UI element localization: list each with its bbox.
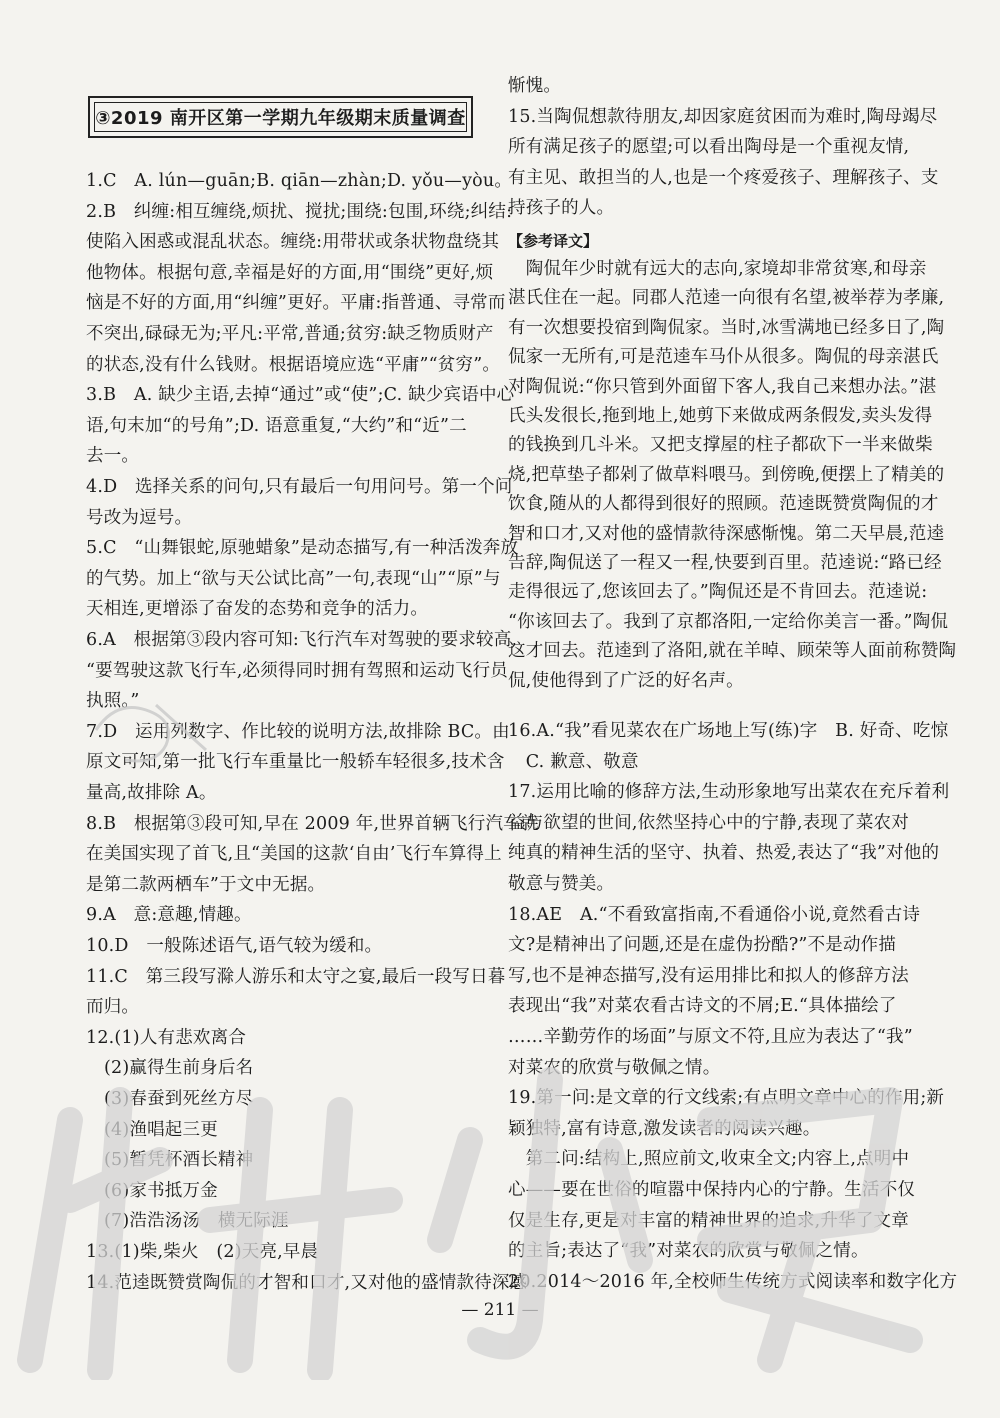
answer-line: 12.(1)人有悲欢离合: [86, 1027, 247, 1048]
answer-line: 是第二款两栖车”于文中无据。: [86, 874, 326, 895]
answer-line: C. 歉意、敬意: [508, 751, 639, 772]
answer-line: 原文可知,第一批飞行车重量比一般轿车轻很多,技术含: [86, 752, 505, 773]
answer-line: 10.D 一般陈述语气,语气较为缓和。: [86, 936, 383, 956]
translation-line: 智和口才,又对他的盛情款待深感惭愧。第二天早晨,范逵: [508, 523, 945, 544]
answer-line: 11.C 第三段写滁人游乐和太守之宴,最后一段写日暮: [86, 966, 506, 987]
translation-line: 对陶侃说:“你只管到外面留下客人,我自己来想办法。”湛: [508, 376, 937, 397]
answer-line: 执照。”: [86, 691, 140, 712]
translation-line: 侃,使他得到了广泛的好名声。: [508, 670, 744, 691]
answer-line: 不突出,碌碌无为;平凡:平常,普通;贫穷:缺乏物质财产: [86, 324, 494, 344]
answer-line: 19.第一问:是文章的行文线索;有点明文章中心的作用;新: [508, 1088, 945, 1109]
translation-line: 走得很远了,您该回去了。”陶侃还是不肯回去。范逵说:: [508, 582, 928, 603]
translation-line: “你该回去了。我到了京都洛阳,一定给你美言一番。”陶侃: [508, 611, 949, 632]
translation-line: 侃家一无所有,可是范逵车马仆从很多。陶侃的母亲湛氏: [508, 347, 939, 368]
answer-line: 1.C A. lún—guān;B. qiān—zhàn;D. yǒu—yòu。: [86, 171, 513, 191]
answer-line: (2)赢得生前身后名: [104, 1058, 254, 1079]
answer-line: 颖独特,富有诗意,激发读者的阅读兴趣。: [508, 1118, 821, 1139]
answer-line: 天相连,更增添了奋发的态势和竞争的活力。: [86, 599, 429, 620]
answer-line: 惭愧。: [508, 76, 562, 96]
answer-line: 第二问:结构上,照应前文,收束全文;内容上,点明中: [508, 1149, 910, 1170]
answer-line: 的气势。加上“欲与天公试比高”一句,表现“山”“原”与: [86, 568, 501, 589]
answer-line: 而归。: [86, 997, 140, 1018]
answer-line: 8.B 根据第③段可知,早在 2009 年,世界首辆飞行汽车就: [86, 813, 539, 834]
reference-translation-label: 【参考译文】: [508, 232, 599, 250]
answer-line: 7.D 运用列数字、作比较的说明方法,故排除 BC。由: [86, 721, 510, 742]
translation-line: 的钱换到几斗米。又把支撑屋的柱子都砍下一半来做柴: [508, 435, 933, 456]
translation-line: 告辞,陶侃送了一程又一程,快要到百里。范逵说:“路已经: [508, 553, 942, 573]
answer-line: (7)浩浩汤汤 横无际涯: [104, 1211, 289, 1232]
answer-line: 6.A 根据第③段内容可知:飞行汽车对驾驶的要求较高,: [86, 630, 518, 650]
answer-line: 14.范逵既赞赏陶侃的才智和口才,又对他的盛情款待深感: [86, 1272, 528, 1293]
answer-line: ……辛勤劳作的场面”与原文不符,且应为表达了“我”: [508, 1027, 913, 1047]
answer-line: 在美国实现了首飞,且“美国的这款‘自由’飞行车算得上: [86, 844, 502, 865]
answer-line: 15.当陶侃想款待朋友,却因家庭贫困而为难时,陶母竭尽: [508, 106, 938, 127]
answer-line: 去一。: [86, 446, 140, 467]
answer-line: 的状态,没有什么钱财。根据语境应选“平庸”“贫穷”。: [86, 354, 501, 375]
answer-line: (4)渔唱起三更: [104, 1119, 218, 1140]
answer-line: 20.2014～2016 年,全校师生传统方式阅读率和数字化方: [508, 1271, 958, 1292]
answer-line: 持孩子的人。: [508, 198, 615, 219]
answer-line: 的主旨;表达了“我”对菜农的欣赏与敬佩之情。: [508, 1241, 869, 1262]
answer-line: (6)家书抵万金: [104, 1180, 218, 1201]
translation-line: 湛氏住在一起。同郡人范逵一向很有名望,被举荐为孝廉,: [508, 288, 945, 309]
answer-line: 写,也不是神态描写,没有运用排比和拟人的修辞方法: [508, 965, 909, 986]
answer-line: (5)暂凭杯酒长精神: [104, 1150, 254, 1171]
answer-line: 18.AE A.“不看致富指南,不看通俗小说,竟然看古诗: [508, 904, 921, 925]
translation-line: 有一次想要投宿到陶侃家。当时,冰雪满地已经多日了,陶: [508, 317, 945, 338]
answer-line: 17.运用比喻的修辞方法,生动形象地写出菜农在充斥着利: [508, 782, 950, 803]
answer-line: 仅是生存,更是对丰富的精神世界的追求,升华了文章: [508, 1210, 909, 1231]
translation-line: 这才回去。范逵到了洛阳,就在羊晫、顾荣等人面前称赞陶: [508, 641, 957, 662]
translation-line: 氏头发很长,拖到地上,她剪下来做成两条假发,卖头发得: [508, 406, 933, 426]
answer-line: 使陷入困惑或混乱状态。缠绕:用带状或条状物盘绕其: [86, 232, 500, 253]
answer-line: 益与欲望的世间,依然坚持心中的宁静,表现了菜农对: [508, 812, 909, 833]
answer-line: 对菜农的欣赏与敬佩之情。: [508, 1057, 721, 1078]
answer-line: 9.A 意:意趣,情趣。: [86, 905, 252, 926]
answer-line: 文?是精神出了问题,还是在虚伪扮酷?”不是动作描: [508, 935, 897, 956]
answer-line: 敬意与赞美。: [508, 874, 615, 894]
answer-line: 16.A.“我”看见菜农在广场地上写(练)字 B. 好奇、吃惊: [508, 721, 949, 741]
answer-line: 有主见、敢担当的人,也是一个疼爱孩子、理解孩子、支: [508, 167, 939, 188]
answer-line: (3)春蚕到死丝方尽: [104, 1089, 254, 1109]
translation-line: 陶侃年少时就有远大的志向,家境却非常贫寒,和母亲: [508, 259, 927, 279]
answer-line: 表现出“我”对菜农看古诗文的不屑;E.“具体描绘了: [508, 996, 897, 1017]
answer-line: “要驾驶这款飞行车,必须得同时拥有驾照和运动飞行员: [86, 660, 509, 681]
section-title: ③2019 南开区第一学期九年级期末质量调查: [94, 102, 467, 132]
answer-line: 他物体。根据句意,幸福是好的方面,用“围绕”更好,烦: [86, 262, 494, 283]
section-title-box: [88, 96, 473, 138]
answer-line: 恼是不好的方面,用“纠缠”更好。平庸:指普通、寻常而: [86, 293, 506, 314]
page-number: — 211 —: [461, 1300, 539, 1320]
translation-line: 饮食,随从的人都得到很好的照顾。范逵既赞赏陶侃的才: [508, 494, 939, 515]
answer-line: 心——要在世俗的喧嚣中保持内心的宁静。生活不仅: [508, 1180, 916, 1200]
answer-line: 3.B A. 缺少主语,去掉“通过”或“使”;C. 缺少宾语中心: [86, 385, 515, 406]
answer-line: 5.C “山舞银蛇,原驰蜡象”是动态描写,有一种活泼奔放: [86, 538, 519, 559]
answer-line: 4.D 选择关系的问句,只有最后一句用问号。第一个问: [86, 477, 513, 497]
answer-line: 13.(1)柴,柴火 (2)天亮,早晨: [86, 1242, 319, 1262]
answer-line: 所有满足孩子的愿望;可以看出陶母是一个重视友情,: [508, 137, 910, 158]
answer-line: 2.B 纠缠:相互缠绕,烦扰、搅扰;围绕:包围,环绕;纠结:: [86, 201, 513, 222]
translation-line: 烧,把草垫子都剁了做草料喂马。到傍晚,便摆上了精美的: [508, 464, 945, 485]
answer-line: 号改为逗号。: [86, 507, 193, 528]
answer-line: 量高,故排除 A。: [86, 783, 217, 803]
answer-line: 纯真的精神生活的坚守、执着、热爱,表达了“我”对他的: [508, 843, 940, 864]
answer-line: 语,句末加“的号角”;D. 语意重复,“大约”和“近”二: [86, 415, 467, 436]
